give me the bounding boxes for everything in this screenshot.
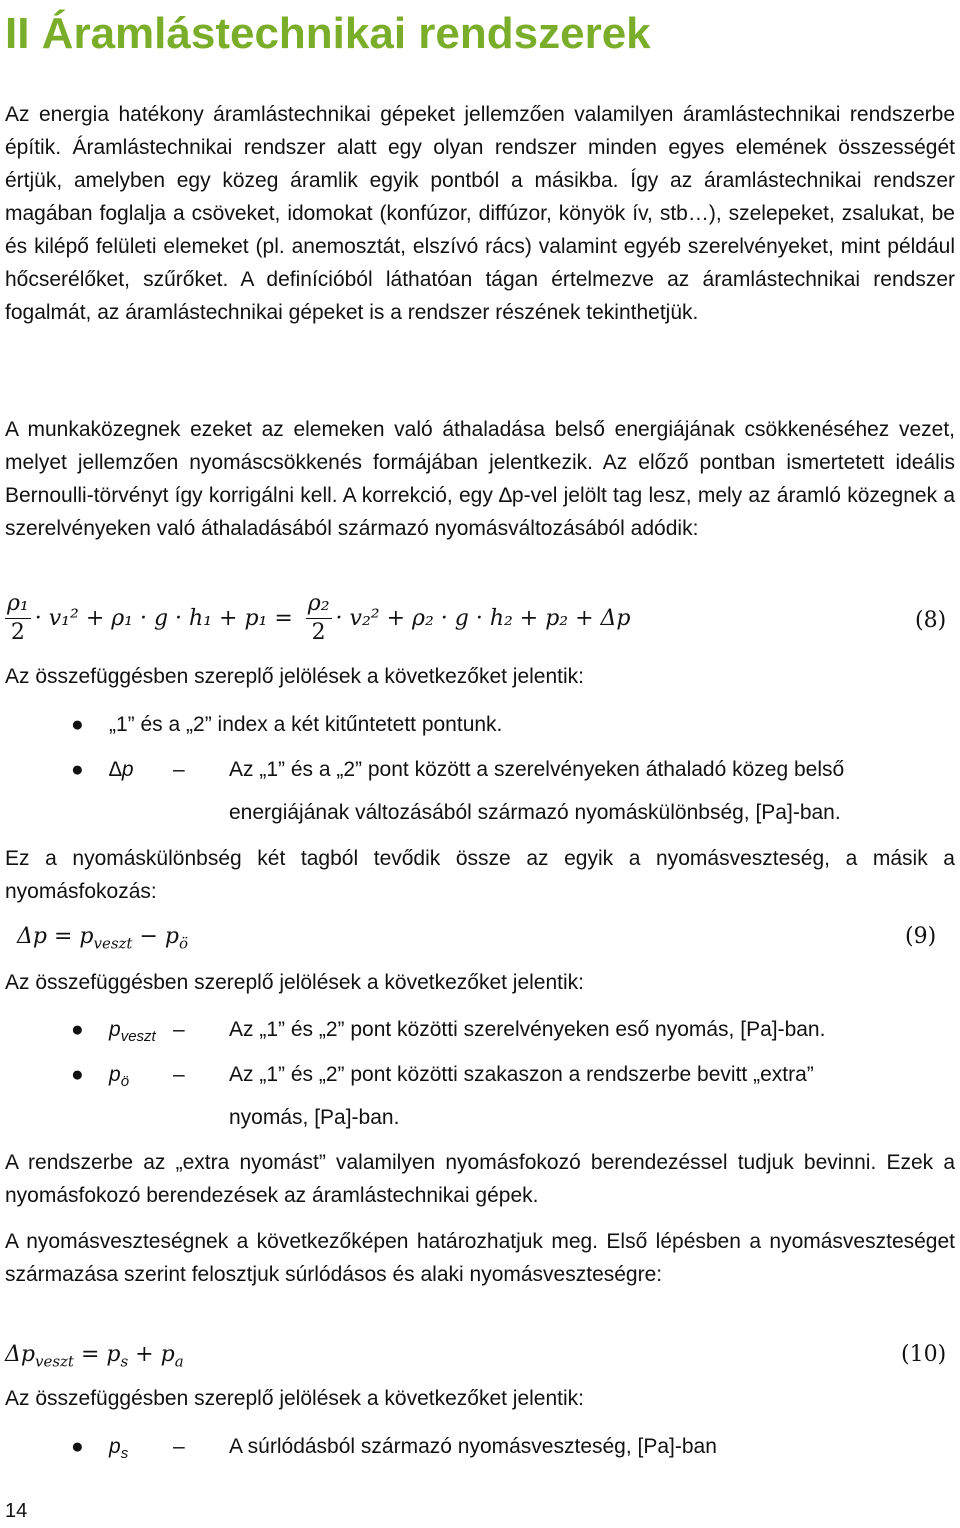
list-item: ● $p_{veszt}$ – Az „1” és „2” pont közötti szerelvényeken eső nyomás, [Pa]-ban. <box>5 1015 955 1045</box>
list-item: ● $p_s$ – A súrlódásból származó nyomásveszteség, [Pa]-ban <box>5 1432 955 1462</box>
legend-intro-1: Az összefüggésben szereplő jelölések a következőket jelentik: <box>5 665 584 688</box>
bullet-icon: ● <box>71 1018 84 1041</box>
equation-number-10: (10) <box>901 1342 947 1367</box>
chapter-title: II Áramlástechnikai rendszerek <box>5 9 651 58</box>
equation-number-9: (9) <box>905 924 937 949</box>
paragraph-bernoulli: A munkaközegnek ezeket az elemeken való áthaladása belső energiájának csökkenéséhez vezet, melyet jellemzően nyomáscsökkenés formájában jelentkezik. Az előző pontban ismertetett ideális Bernoulli-törvényt így korrigálni kell. A korrekció, egy ∆p-vel jelölt tag lesz, mely az áramló közegnek a szerelvényeken való áthaladásából származó nyomásváltozásából adódik: <box>5 418 955 540</box>
paragraph-pressure-loss: A nyomásveszteségnek a következőképen határozhatjuk meg. Első lépésben a nyomásveszteséget származása szerint felosztjuk súrlódásos és alaki nyomásveszteségre: <box>5 1230 955 1286</box>
equation-8-rest: · v₂² + ρ₂ · g · h₂ + p₂ + Δp <box>335 606 631 631</box>
list-item: ● $p_ö$ – Az „1” és „2” pont közötti szakaszon a rendszerbe bevitt „extra” nyomás, [Pa]-ban. <box>5 1060 955 1135</box>
paragraph-extra-pressure: A rendszerbe az „extra nyomást” valamilyen nyomásfokozó berendezéssel tudjuk bevinni. Ezek a nyomásfokozó berendezések az áramlástechnikai gépek. <box>5 1151 955 1207</box>
fraction-rho2: $\frac{\text{ρ₂}}{2}$ <box>307 591 330 645</box>
paragraph-pressure-diff: Ez a nyomáskülönbség két tagból tevődik össze az egyik a nyomásveszteség, a másik a nyomásfokozás: <box>5 847 955 903</box>
list-item: ● „1” és a „2” index a két kitűntetett pontunk. <box>5 710 955 740</box>
symbol-p-s: $p_s$ <box>109 1435 129 1463</box>
bullet-icon: ● <box>71 713 84 736</box>
symbol-delta-p: ∆p <box>109 758 134 781</box>
equation-9-body: $\Delta p = p_{veszt} - p_ö$ <box>17 924 189 953</box>
bullet-icon: ● <box>71 758 84 781</box>
page-number: 14 <box>5 1500 28 1522</box>
fraction-rho1: $\frac{\text{ρ₁}}{2}$ <box>7 591 29 645</box>
equation-9 <box>5 922 955 956</box>
list-item: ● ∆p – Az „1” és a „2” pont között a szerelvényeken áthaladó közeg belső energiájának változásából származó nyomáskülönbség, [Pa]-ban. <box>5 755 955 830</box>
equation-8-mid: · v₁² + ρ₁ · g · h₁ + p₁ = <box>34 606 293 631</box>
symbol-p-veszt: $p_{veszt}$ <box>109 1018 156 1046</box>
equation-number-8: (8) <box>915 608 947 633</box>
bullet-icon: ● <box>71 1063 84 1086</box>
equation-10-body: $\Delta p_{veszt} = p_s + p_a$ <box>5 1342 184 1371</box>
symbol-p-o: $p_ö$ <box>109 1063 130 1091</box>
equation-8 <box>5 590 955 660</box>
equation-10 <box>5 1340 955 1374</box>
bullet-icon: ● <box>71 1435 84 1458</box>
legend-intro-2: Az összefüggésben szereplő jelölések a következőket jelentik: <box>5 971 584 994</box>
paragraph-intro: Az energia hatékony áramlástechnikai gépeket jellemzően valamilyen áramlástechnikai rendszerbe építik. Áramlástechnikai rendszer alatt egy olyan rendszer minden egyes elemének összességét értjük, amelyben egy közeg áramlik egyik pontból a másikba. Így az áramlástechnikai rendszer magában foglalja a csöveket, idomokat (konfúzor, diffúzor, könyök ív, stb…), szelepeket, zsalukat, be és kilépő felületi elemeket (pl. anemosztát, elszívó rács) valamint egyéb szerelvényeket, mint például hőcserélőket, szűrőket. A definícióból láthatóan tágan értelmezve az áramlástechnikai rendszer fogalmát, az áramlástechnikai gépeket is a rendszer részének tekinthetjük. <box>5 103 955 324</box>
legend-intro-3: Az összefüggésben szereplő jelölések a következőket jelentik: <box>5 1387 584 1410</box>
